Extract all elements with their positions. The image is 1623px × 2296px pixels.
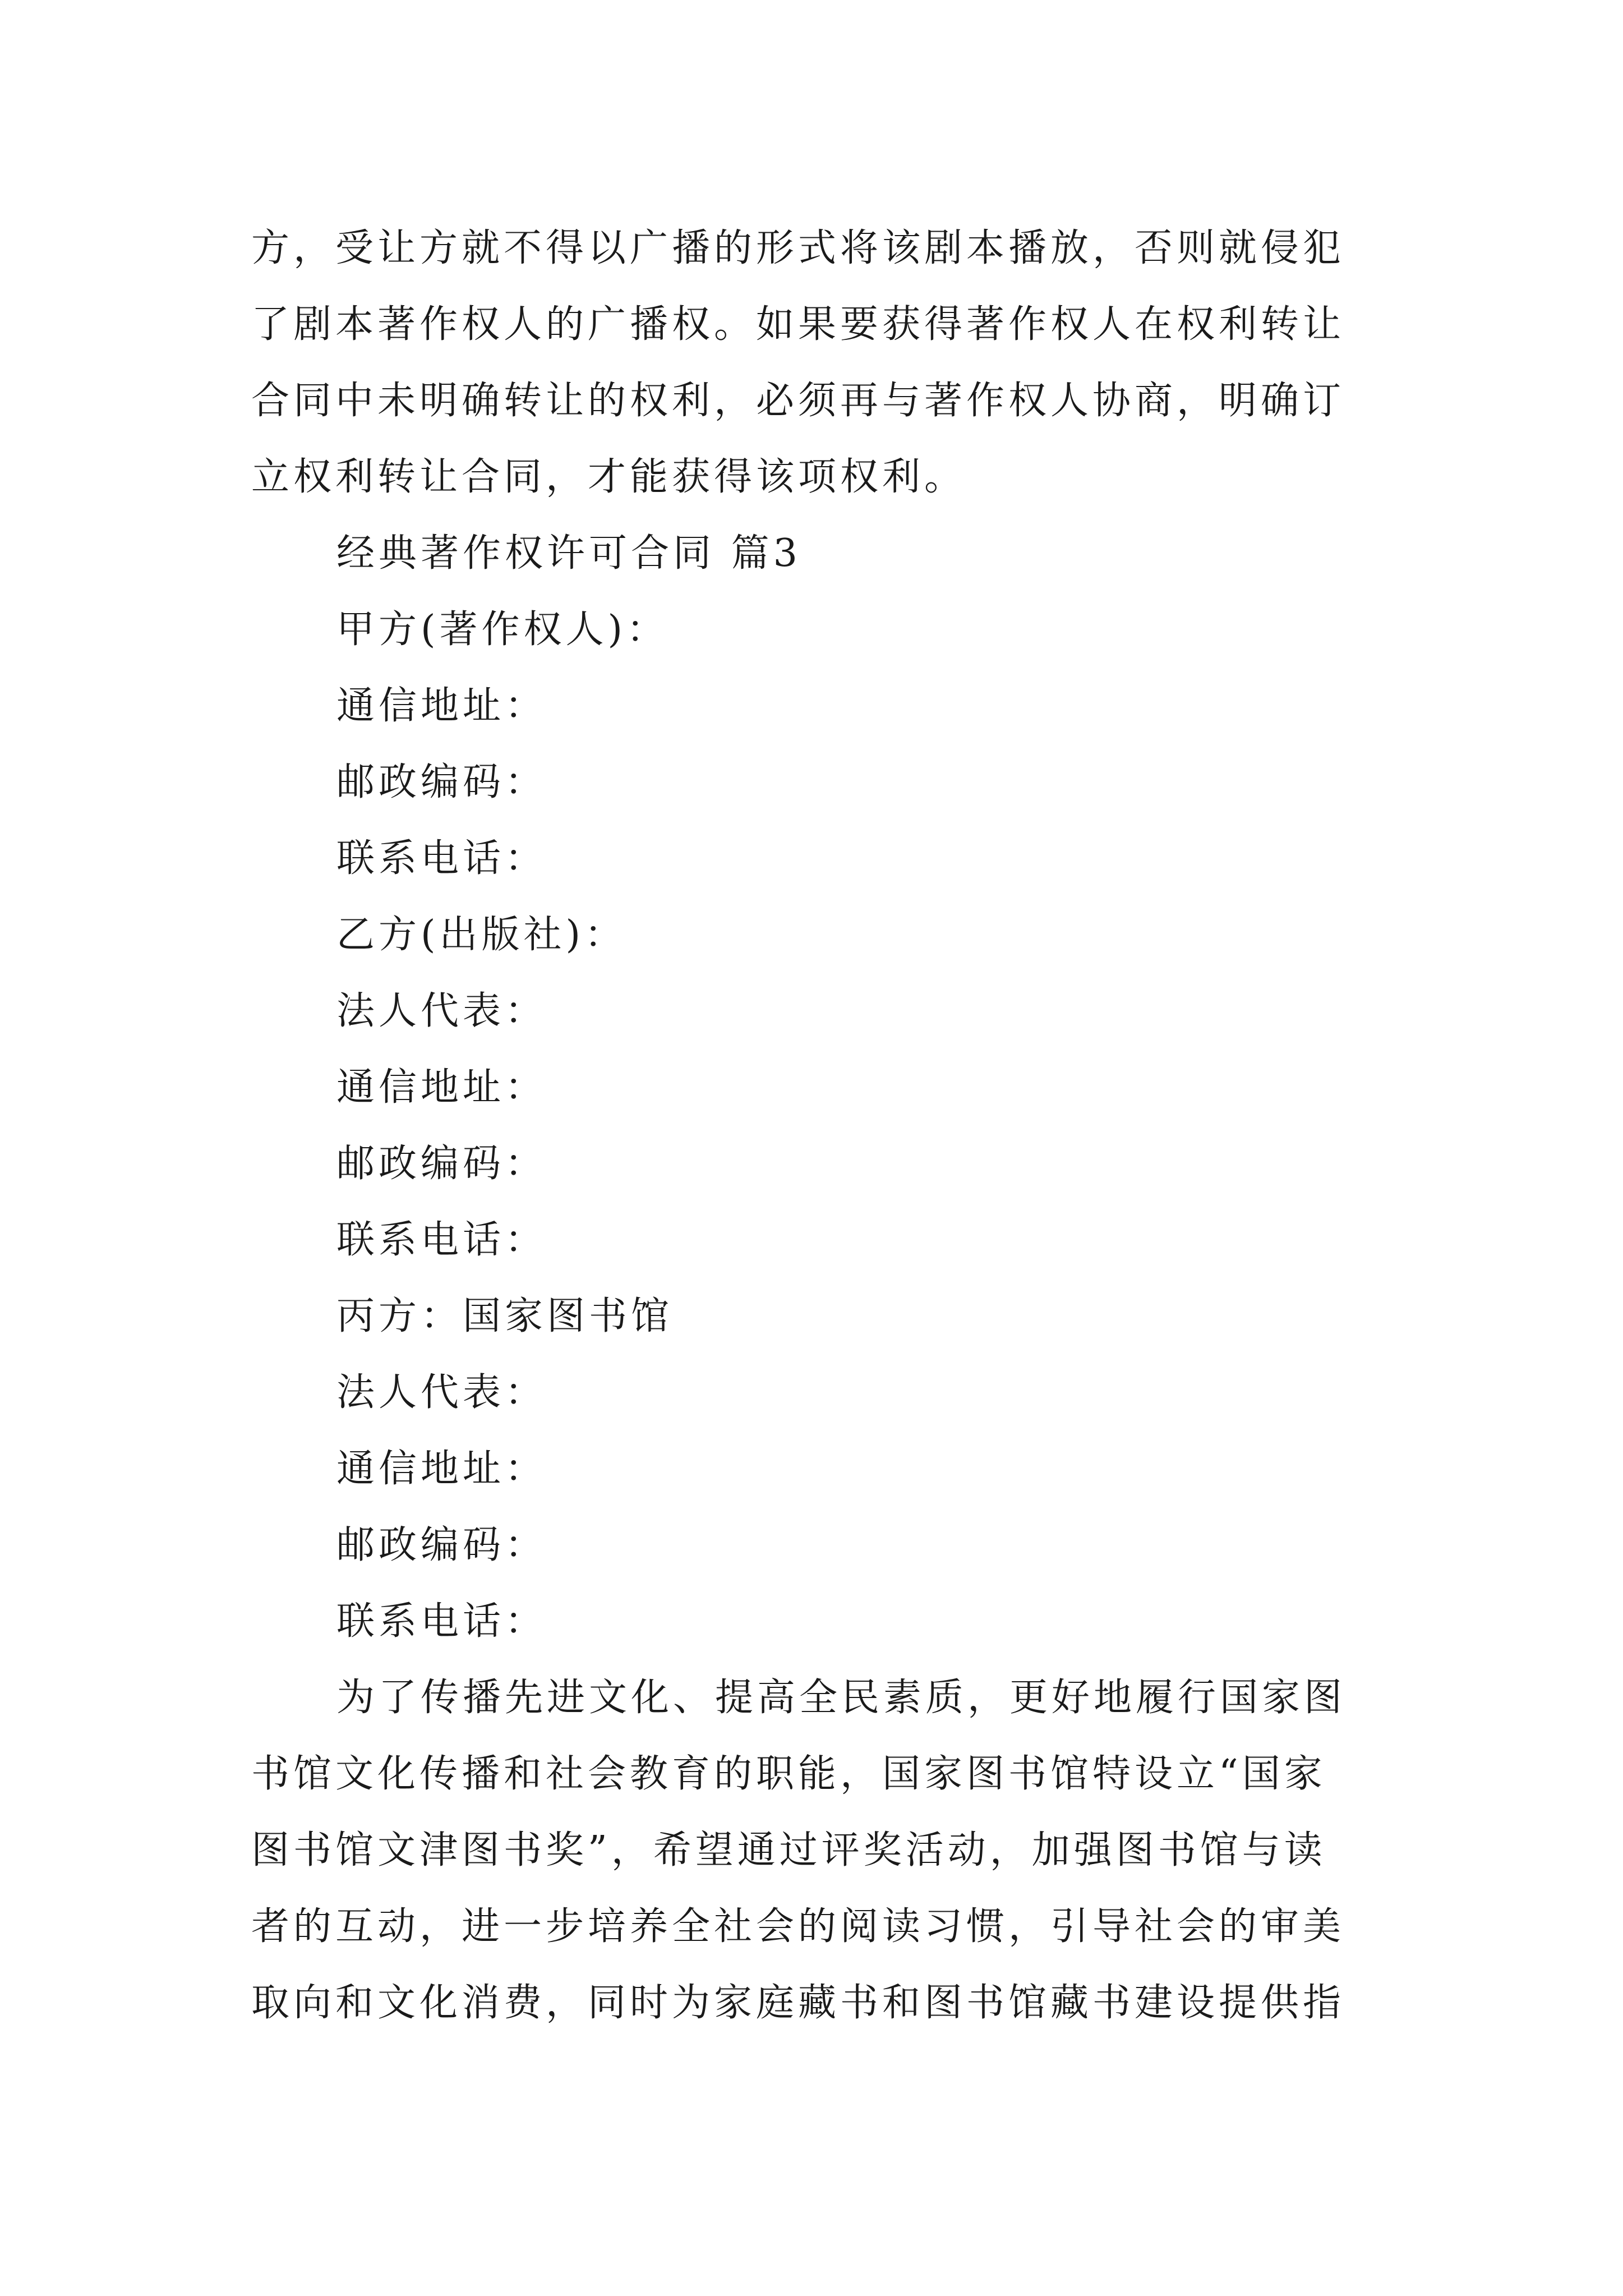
- party-c-label: 丙方：国家图书馆: [336, 1294, 674, 1338]
- field-legal-rep: 法人代表：: [336, 1370, 547, 1415]
- field-phone: 联系电话：: [336, 1599, 547, 1644]
- field-address: 通信地址：: [336, 1447, 547, 1491]
- party-b-label: 乙方(出版社)：: [336, 913, 627, 957]
- field-address: 通信地址：: [336, 1065, 547, 1110]
- field-address: 通信地址：: [336, 684, 547, 728]
- text-line: 者的互动，进一步培养全社会的阅读习惯，引导社会的审美: [251, 1904, 1345, 1949]
- field-phone: 联系电话：: [336, 836, 547, 881]
- text-line: 合同中未明确转让的权利，必须再与著作权人协商，明确订: [251, 379, 1345, 423]
- text-line: 书馆文化传播和社会教育的职能，国家图书馆特设立“国家: [251, 1752, 1326, 1796]
- party-a-label: 甲方(著作权人)：: [336, 608, 669, 652]
- text-line: 图书馆文津图书奖”，希望通过评奖活动，加强图书馆与读: [251, 1828, 1326, 1872]
- field-legal-rep: 法人代表：: [336, 989, 547, 1033]
- text-line: 取向和文化消费，同时为家庭藏书和图书馆藏书建设提供指: [251, 1981, 1345, 2025]
- document-body: [251, 210, 1395, 2041]
- text-line: 方，受让方就不得以广播的形式将该剧本播放，否则就侵犯: [251, 226, 1345, 270]
- field-postcode: 邮政编码：: [336, 760, 547, 804]
- text-line: 为了传播先进文化、提高全民素质，更好地履行国家图: [336, 1676, 1347, 1720]
- text-line: 了剧本著作权人的广播权。如果要获得著作权人在权利转让: [251, 302, 1345, 347]
- field-postcode: 邮政编码：: [336, 1142, 547, 1186]
- section-heading: 经典著作权许可合同 篇3: [336, 531, 801, 576]
- text-line: 立权利转让合同，才能获得该项权利。: [251, 455, 967, 499]
- field-phone: 联系电话：: [336, 1218, 547, 1262]
- field-postcode: 邮政编码：: [336, 1523, 547, 1567]
